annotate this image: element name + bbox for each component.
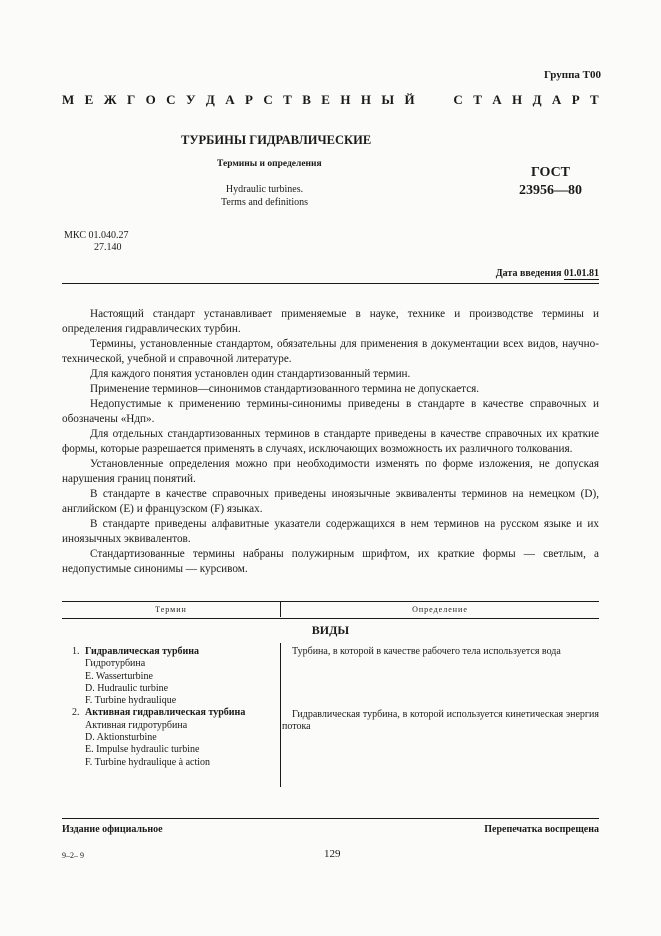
mks-classifier: [64, 230, 128, 254]
banner-letter: Е: [84, 92, 94, 107]
term-equivalent: E. Impulse hydraulic turbine: [85, 744, 200, 756]
column-header-term: Термин: [155, 605, 187, 614]
reprint-notice: Перепечатка воспрещена: [484, 824, 599, 835]
term-column: [72, 646, 245, 769]
paragraph: Установленные определения можно при необходимости изменять по форме изложения, не допуская нарушения границ понятий.: [62, 458, 599, 485]
header-divider: [62, 283, 599, 284]
banner-letter: Т: [590, 92, 599, 107]
banner-letter: А: [492, 92, 502, 107]
document-subtitle: Термины и определения: [217, 159, 322, 169]
term-equivalent: D. Hudraulic turbine: [85, 682, 169, 694]
banner-letter: Н: [512, 92, 523, 107]
term-equivalent: F. Turbine hydraulique: [85, 695, 177, 707]
section-heading: ВИДЫ: [311, 623, 350, 637]
paragraph: В стандарте приведены алфавитные указатели содержащихся в нем терминов на русском языке и их иноязычных эквивалентов.: [62, 518, 599, 545]
definition-1: Турбина, в которой в качестве рабочего тела используется вода: [292, 646, 561, 657]
banner-letter: Р: [571, 92, 580, 107]
gost-label: ГОСТ: [530, 165, 571, 180]
banner-gap: [425, 92, 443, 108]
banner-letter: Д: [532, 92, 542, 107]
column-divider: [280, 643, 281, 787]
paragraph: Стандартизованные термины набраны полужирным шрифтом, их краткие формы — светлым, а недопустимые синонимы — курсивом.: [62, 548, 599, 575]
english-title: [221, 183, 308, 209]
term-name: Активная гидравлическая турбина: [85, 707, 246, 719]
banner-letter: Г: [126, 92, 136, 107]
standard-banner: [62, 92, 599, 108]
banner-letter: С: [453, 92, 463, 107]
english-title-line: Terms and definitions: [221, 197, 309, 208]
banner-letter: С: [166, 92, 176, 107]
mks-line: 27.140: [94, 242, 122, 253]
group-label: Группа Т00: [543, 69, 601, 81]
term-number: 1.: [72, 646, 80, 657]
banner-letter: Т: [283, 92, 292, 107]
banner-letter: Е: [321, 92, 330, 107]
banner-letter: А: [225, 92, 235, 107]
paragraph: Недопустимые к применению термины-синонимы приведены в стандарте в качестве справочных и обозначены «Ндп».: [62, 398, 599, 425]
term-entry: [72, 707, 245, 719]
banner-letter: М: [62, 92, 75, 107]
banner-letter: Н: [340, 92, 351, 107]
preamble: [62, 307, 599, 577]
paragraph: Для каждого понятия установлен один стандартизованный термин.: [90, 368, 411, 380]
gost-number: 23956—80: [519, 183, 582, 198]
term-equivalent: E. Wasserturbine: [85, 670, 153, 682]
page-number: 129: [324, 848, 341, 860]
paragraph: Для отдельных стандартизованных терминов в стандарте приведены в качестве справочных их краткие формы, которые разрешается применять в случаях, исключающих возможность их различного толкования.: [62, 428, 599, 455]
english-title-line: Hydraulic turbines.: [225, 184, 304, 195]
banner-letter: Ж: [103, 92, 117, 107]
banner-letter: У: [185, 92, 196, 107]
banner-letter: Т: [473, 92, 482, 107]
banner-letter: Р: [245, 92, 253, 107]
term-equivalent: F. Turbine hydraulique à action: [85, 756, 211, 768]
banner-letter: В: [302, 92, 311, 107]
column-header-definition: Определение: [280, 602, 599, 617]
paragraph: Термины, установленные стандартом, обязательны для применения в документации всех видов, научно-технической, учебной и справочной литературе.: [62, 338, 599, 365]
intro-date-value: 01.01.81: [564, 268, 599, 279]
term-name: Гидравлическая турбина: [85, 646, 200, 657]
term-entry: [72, 646, 245, 658]
edition-label: Издание официальное: [62, 824, 163, 835]
banner-letter: Н: [360, 92, 371, 107]
definition-2: Гидравлическая турбина, в которой используется кинетическая энергия потока: [282, 709, 599, 733]
term-short-form: Активная гидротурбина: [85, 719, 188, 731]
term-short-form: Гидротурбина: [85, 658, 146, 670]
intro-date-label: Дата введения: [495, 268, 562, 279]
term-number: 2.: [72, 707, 80, 719]
mks-line: МКС 01.040.27: [64, 230, 129, 241]
gost-number-block: [519, 164, 582, 200]
banner-letter: А: [551, 92, 562, 107]
table-header: [62, 601, 599, 619]
print-code: 9–2– 9: [62, 851, 84, 860]
term-equivalent: D. Aktionsturbine: [85, 732, 157, 744]
intro-date: [496, 268, 599, 279]
paragraph: В стандарте в качестве справочных приведены иноязычные эквиваленты терминов на немецком (D), английском (E) и французском (F) языках.: [62, 488, 599, 515]
paragraph: Применение терминов—синонимов стандартизованного термина не допускается.: [90, 383, 480, 395]
banner-letter: С: [263, 92, 273, 107]
banner-letter: Й: [404, 92, 415, 107]
banner-letter: Д: [205, 92, 215, 107]
document-title: ТУРБИНЫ ГИДРАВЛИЧЕСКИЕ: [181, 133, 372, 147]
banner-letter: О: [145, 92, 156, 107]
paragraph: Настоящий стандарт устанавливает применяемые в науке, технике и производстве термины и определения гидравлических турбин.: [62, 308, 599, 335]
banner-letter: Ы: [381, 92, 395, 107]
footer-divider: [62, 818, 599, 819]
